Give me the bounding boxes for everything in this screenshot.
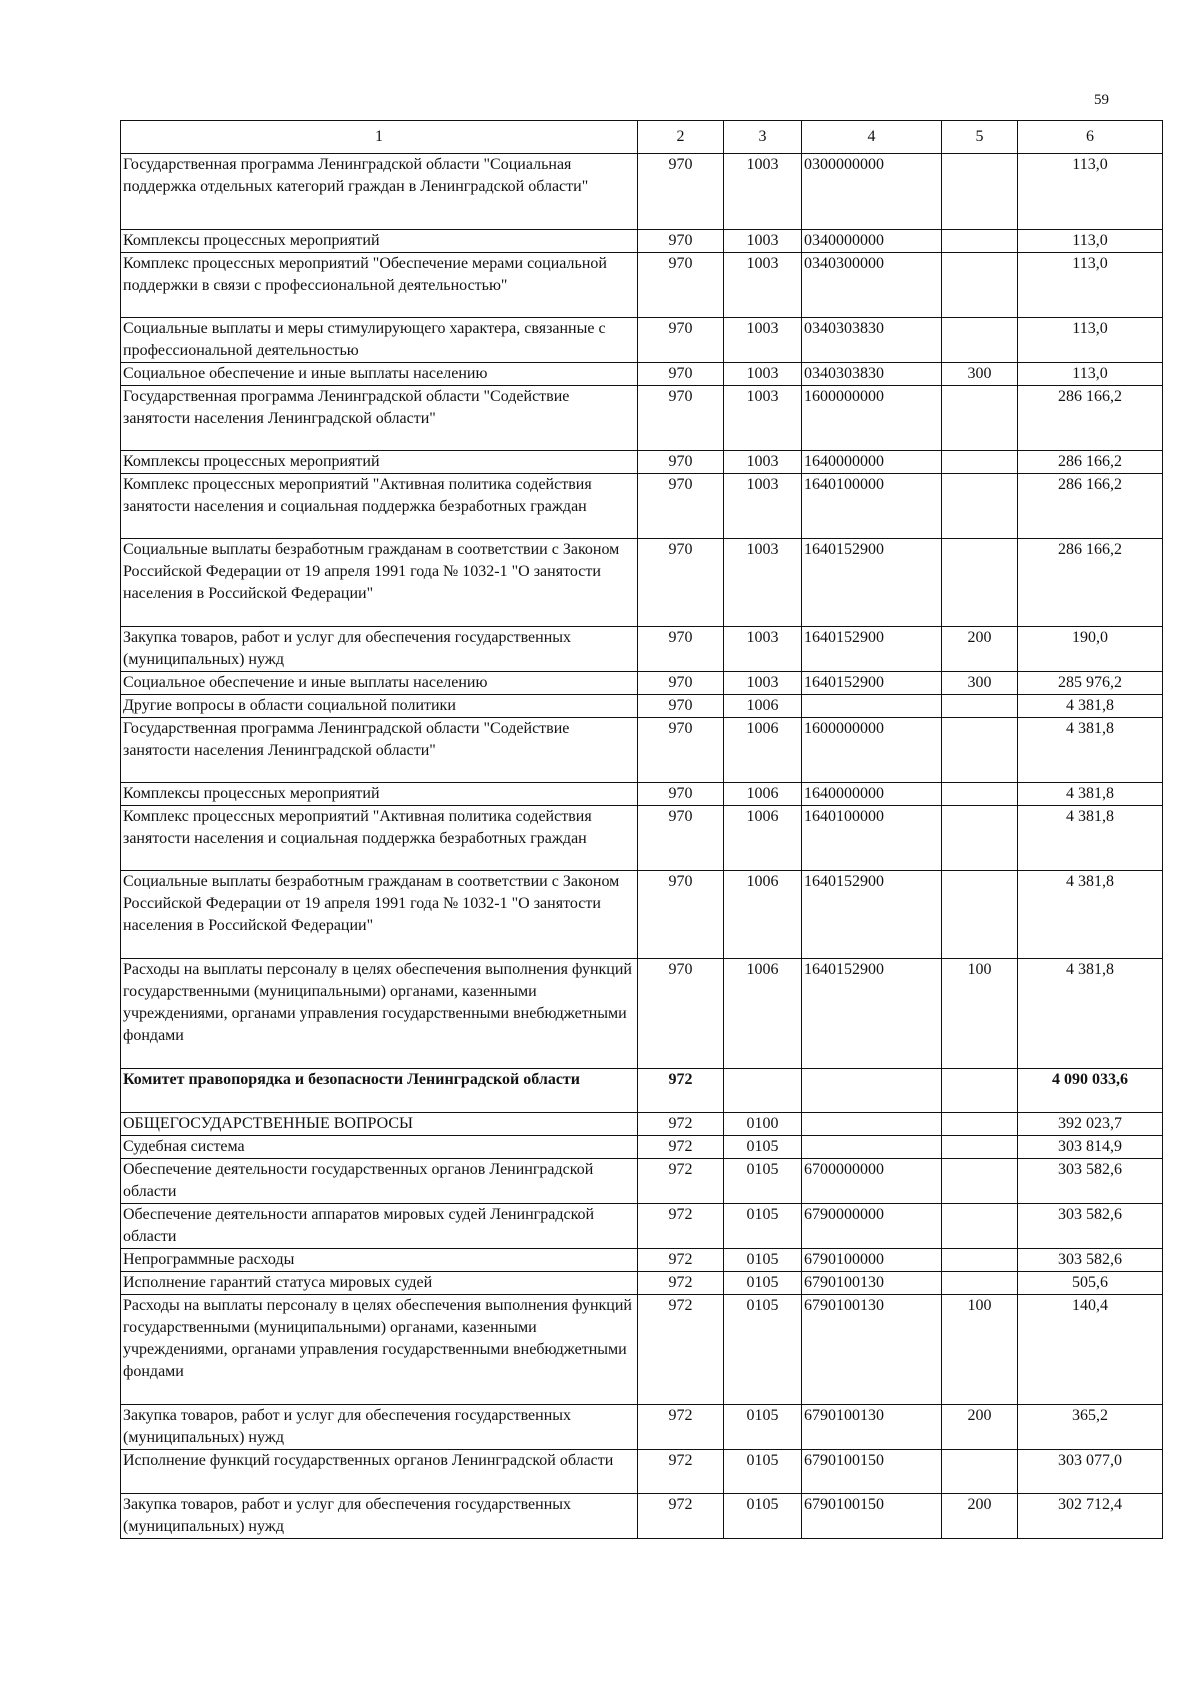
cell-section: 1006 <box>724 959 802 1069</box>
cell-target-article <box>802 1136 942 1159</box>
cell-target-article: 6790100150 <box>802 1450 942 1494</box>
table-row <box>121 230 1163 253</box>
cell-grbs: 970 <box>638 363 724 386</box>
cell-section: 0105 <box>724 1136 802 1159</box>
cell-section: 1003 <box>724 672 802 695</box>
cell-target-article: 6790000000 <box>802 1204 942 1249</box>
table-row <box>121 1159 1163 1204</box>
cell-section: 1003 <box>724 318 802 363</box>
cell-expense-type <box>942 695 1018 718</box>
cell-expense-type <box>942 1272 1018 1295</box>
cell-amount: 285 976,2 <box>1018 672 1163 695</box>
cell-section: 1006 <box>724 718 802 783</box>
cell-amount: 302 712,4 <box>1018 1494 1163 1539</box>
cell-amount: 113,0 <box>1018 154 1163 230</box>
cell-name: Социальные выплаты и меры стимулирующего характера, связанные с профессиональной деятельностью <box>121 318 638 363</box>
cell-expense-type <box>942 539 1018 627</box>
cell-amount: 4 381,8 <box>1018 718 1163 783</box>
cell-amount: 113,0 <box>1018 363 1163 386</box>
table-row <box>121 1069 1163 1113</box>
cell-expense-type: 300 <box>942 672 1018 695</box>
cell-grbs: 970 <box>638 672 724 695</box>
cell-amount: 4 381,8 <box>1018 871 1163 959</box>
table-row <box>121 386 1163 451</box>
header-col-3: 3 <box>724 121 802 154</box>
cell-grbs: 972 <box>638 1136 724 1159</box>
cell-expense-type: 200 <box>942 627 1018 672</box>
cell-grbs: 972 <box>638 1249 724 1272</box>
cell-section: 1003 <box>724 451 802 474</box>
cell-amount: 286 166,2 <box>1018 451 1163 474</box>
table-row <box>121 695 1163 718</box>
cell-amount: 113,0 <box>1018 318 1163 363</box>
cell-name: Государственная программа Ленинградской области "Содействие занятости населения Ленинградской области" <box>121 718 638 783</box>
cell-name: Комплекс процессных мероприятий "Активная политика содействия занятости населения и социальная поддержка безработных граждан <box>121 474 638 539</box>
cell-target-article <box>802 1069 942 1113</box>
cell-grbs: 970 <box>638 806 724 871</box>
cell-amount: 113,0 <box>1018 230 1163 253</box>
cell-name: Социальные выплаты безработным гражданам в соответствии с Законом Российской Федерации от 19 апреля 1991 года № 1032-1 "О занятости населения в Российской Федерации" <box>121 871 638 959</box>
cell-expense-type <box>942 1069 1018 1113</box>
table-row <box>121 783 1163 806</box>
header-row <box>121 121 1163 154</box>
cell-grbs: 972 <box>638 1272 724 1295</box>
table-row <box>121 718 1163 783</box>
cell-section: 0105 <box>724 1450 802 1494</box>
cell-grbs: 970 <box>638 386 724 451</box>
cell-expense-type <box>942 783 1018 806</box>
cell-grbs: 970 <box>638 318 724 363</box>
table-row <box>121 672 1163 695</box>
cell-amount: 505,6 <box>1018 1272 1163 1295</box>
table-row <box>121 806 1163 871</box>
cell-amount: 365,2 <box>1018 1405 1163 1450</box>
cell-target-article: 1600000000 <box>802 718 942 783</box>
cell-section: 0105 <box>724 1204 802 1249</box>
header-col-4: 4 <box>802 121 942 154</box>
cell-expense-type <box>942 1249 1018 1272</box>
cell-name: Социальное обеспечение и иные выплаты населению <box>121 672 638 695</box>
table-row <box>121 451 1163 474</box>
cell-expense-type: 100 <box>942 959 1018 1069</box>
table-row <box>121 1295 1163 1405</box>
cell-amount: 4 381,8 <box>1018 783 1163 806</box>
cell-target-article: 1640100000 <box>802 474 942 539</box>
header-col-1: 1 <box>121 121 638 154</box>
cell-section: 0105 <box>724 1249 802 1272</box>
cell-section: 1003 <box>724 539 802 627</box>
cell-amount: 4 381,8 <box>1018 695 1163 718</box>
cell-grbs: 970 <box>638 627 724 672</box>
table-row <box>121 1249 1163 1272</box>
cell-section: 1006 <box>724 871 802 959</box>
cell-name: Социальное обеспечение и иные выплаты населению <box>121 363 638 386</box>
cell-target-article: 6790100150 <box>802 1494 942 1539</box>
cell-amount: 4 381,8 <box>1018 806 1163 871</box>
cell-target-article: 1640152900 <box>802 871 942 959</box>
cell-grbs: 970 <box>638 718 724 783</box>
cell-name: Исполнение функций государственных органов Ленинградской области <box>121 1450 638 1494</box>
cell-amount: 4 381,8 <box>1018 959 1163 1069</box>
cell-amount: 286 166,2 <box>1018 386 1163 451</box>
table-row <box>121 363 1163 386</box>
cell-section: 1003 <box>724 363 802 386</box>
cell-amount: 113,0 <box>1018 253 1163 318</box>
cell-target-article: 1640000000 <box>802 451 942 474</box>
cell-expense-type <box>942 253 1018 318</box>
cell-expense-type <box>942 1136 1018 1159</box>
cell-name: Расходы на выплаты персоналу в целях обеспечения выполнения функций государственными (муниципальными) органами, казенными учреждениями, органами управления государственными внебюджетными фондами <box>121 1295 638 1405</box>
cell-grbs: 972 <box>638 1069 724 1113</box>
cell-grbs: 972 <box>638 1159 724 1204</box>
table-row <box>121 627 1163 672</box>
cell-target-article: 1640152900 <box>802 672 942 695</box>
cell-name: Другие вопросы в области социальной политики <box>121 695 638 718</box>
header-col-5: 5 <box>942 121 1018 154</box>
cell-grbs: 972 <box>638 1295 724 1405</box>
cell-name: Комплексы процессных мероприятий <box>121 783 638 806</box>
cell-target-article: 1640152900 <box>802 627 942 672</box>
cell-name: Непрограммные расходы <box>121 1249 638 1272</box>
cell-grbs: 970 <box>638 451 724 474</box>
cell-expense-type <box>942 474 1018 539</box>
cell-section: 0105 <box>724 1405 802 1450</box>
table-row <box>121 539 1163 627</box>
cell-name: ОБЩЕГОСУДАРСТВЕННЫЕ ВОПРОСЫ <box>121 1113 638 1136</box>
table-row <box>121 1136 1163 1159</box>
cell-section: 1006 <box>724 806 802 871</box>
cell-amount: 303 582,6 <box>1018 1204 1163 1249</box>
cell-name: Судебная система <box>121 1136 638 1159</box>
cell-amount: 190,0 <box>1018 627 1163 672</box>
cell-section: 0105 <box>724 1295 802 1405</box>
table-row <box>121 1113 1163 1136</box>
cell-section: 1003 <box>724 386 802 451</box>
table-row <box>121 1405 1163 1450</box>
cell-expense-type: 100 <box>942 1295 1018 1405</box>
cell-section: 1006 <box>724 695 802 718</box>
cell-grbs: 972 <box>638 1113 724 1136</box>
cell-name: Государственная программа Ленинградской области "Социальная поддержка отдельных категорий граждан в Ленинградской области" <box>121 154 638 230</box>
cell-section: 0105 <box>724 1159 802 1204</box>
cell-name: Комплекс процессных мероприятий "Обеспечение мерами социальной поддержки в связи с профессиональной деятельностью" <box>121 253 638 318</box>
cell-expense-type <box>942 806 1018 871</box>
cell-name: Государственная программа Ленинградской области "Содействие занятости населения Ленинградской области" <box>121 386 638 451</box>
table-row <box>121 1494 1163 1539</box>
cell-section: 1003 <box>724 230 802 253</box>
cell-target-article: 6700000000 <box>802 1159 942 1204</box>
table-row <box>121 1450 1163 1494</box>
cell-name: Комплекс процессных мероприятий "Активная политика содействия занятости населения и социальная поддержка безработных граждан <box>121 806 638 871</box>
cell-name: Обеспечение деятельности государственных органов Ленинградской области <box>121 1159 638 1204</box>
cell-name: Обеспечение деятельности аппаратов мировых судей Ленинградской области <box>121 1204 638 1249</box>
table-row <box>121 154 1163 230</box>
table-row <box>121 1272 1163 1295</box>
cell-target-article: 0300000000 <box>802 154 942 230</box>
cell-expense-type: 200 <box>942 1405 1018 1450</box>
cell-target-article: 1640152900 <box>802 959 942 1069</box>
cell-section: 1003 <box>724 474 802 539</box>
cell-amount: 303 077,0 <box>1018 1450 1163 1494</box>
cell-expense-type <box>942 230 1018 253</box>
table-row <box>121 318 1163 363</box>
budget-table <box>120 120 1163 1539</box>
cell-expense-type <box>942 718 1018 783</box>
cell-grbs: 970 <box>638 253 724 318</box>
table-row <box>121 959 1163 1069</box>
table-row <box>121 474 1163 539</box>
cell-target-article: 1600000000 <box>802 386 942 451</box>
cell-name: Закупка товаров, работ и услуг для обеспечения государственных (муниципальных) нужд <box>121 1494 638 1539</box>
header-col-2: 2 <box>638 121 724 154</box>
cell-amount: 286 166,2 <box>1018 474 1163 539</box>
cell-amount: 303 582,6 <box>1018 1249 1163 1272</box>
cell-target-article: 6790100000 <box>802 1249 942 1272</box>
cell-name: Комплексы процессных мероприятий <box>121 230 638 253</box>
cell-expense-type <box>942 154 1018 230</box>
table-row <box>121 1204 1163 1249</box>
cell-grbs: 972 <box>638 1450 724 1494</box>
header-col-6: 6 <box>1018 121 1163 154</box>
page-number: 59 <box>1094 92 1109 108</box>
cell-expense-type <box>942 1159 1018 1204</box>
cell-grbs: 970 <box>638 474 724 539</box>
cell-section: 1003 <box>724 627 802 672</box>
cell-amount: 4 090 033,6 <box>1018 1069 1163 1113</box>
cell-target-article <box>802 1113 942 1136</box>
cell-expense-type <box>942 1450 1018 1494</box>
cell-name: Закупка товаров, работ и услуг для обеспечения государственных (муниципальных) нужд <box>121 1405 638 1450</box>
cell-expense-type <box>942 871 1018 959</box>
cell-expense-type <box>942 318 1018 363</box>
cell-grbs: 970 <box>638 783 724 806</box>
cell-target-article: 1640152900 <box>802 539 942 627</box>
cell-expense-type <box>942 1204 1018 1249</box>
table-row <box>121 871 1163 959</box>
cell-grbs: 972 <box>638 1204 724 1249</box>
cell-amount: 286 166,2 <box>1018 539 1163 627</box>
cell-amount: 140,4 <box>1018 1295 1163 1405</box>
cell-section: 1003 <box>724 154 802 230</box>
cell-grbs: 970 <box>638 539 724 627</box>
cell-section: 0105 <box>724 1494 802 1539</box>
cell-grbs: 970 <box>638 230 724 253</box>
cell-expense-type <box>942 1113 1018 1136</box>
cell-name: Закупка товаров, работ и услуг для обеспечения государственных (муниципальных) нужд <box>121 627 638 672</box>
cell-target-article: 1640000000 <box>802 783 942 806</box>
cell-target-article: 0340000000 <box>802 230 942 253</box>
cell-section: 1006 <box>724 783 802 806</box>
cell-target-article: 6790100130 <box>802 1405 942 1450</box>
cell-target-article: 0340303830 <box>802 363 942 386</box>
cell-target-article: 6790100130 <box>802 1272 942 1295</box>
cell-name: Исполнение гарантий статуса мировых судей <box>121 1272 638 1295</box>
cell-grbs: 972 <box>638 1494 724 1539</box>
cell-grbs: 970 <box>638 154 724 230</box>
cell-amount: 392 023,7 <box>1018 1113 1163 1136</box>
cell-expense-type: 200 <box>942 1494 1018 1539</box>
cell-name: Расходы на выплаты персоналу в целях обеспечения выполнения функций государственными (муниципальными) органами, казенными учреждениями, органами управления государственными внебюджетными фондами <box>121 959 638 1069</box>
cell-expense-type <box>942 386 1018 451</box>
cell-target-article: 0340300000 <box>802 253 942 318</box>
cell-target-article: 0340303830 <box>802 318 942 363</box>
cell-grbs: 970 <box>638 959 724 1069</box>
cell-expense-type: 300 <box>942 363 1018 386</box>
cell-name: Социальные выплаты безработным гражданам в соответствии с Законом Российской Федерации от 19 апреля 1991 года № 1032-1 "О занятости населения в Российской Федерации" <box>121 539 638 627</box>
cell-target-article <box>802 695 942 718</box>
cell-name: Комитет правопорядка и безопасности Ленинградской области <box>121 1069 638 1113</box>
cell-section: 0105 <box>724 1272 802 1295</box>
cell-grbs: 972 <box>638 1405 724 1450</box>
cell-amount: 303 582,6 <box>1018 1159 1163 1204</box>
cell-grbs: 970 <box>638 695 724 718</box>
cell-amount: 303 814,9 <box>1018 1136 1163 1159</box>
cell-section <box>724 1069 802 1113</box>
cell-name: Комплексы процессных мероприятий <box>121 451 638 474</box>
cell-section: 1003 <box>724 253 802 318</box>
table-row <box>121 253 1163 318</box>
cell-target-article: 6790100130 <box>802 1295 942 1405</box>
table-body <box>121 154 1163 1539</box>
cell-section: 0100 <box>724 1113 802 1136</box>
cell-expense-type <box>942 451 1018 474</box>
cell-grbs: 970 <box>638 871 724 959</box>
cell-target-article: 1640100000 <box>802 806 942 871</box>
